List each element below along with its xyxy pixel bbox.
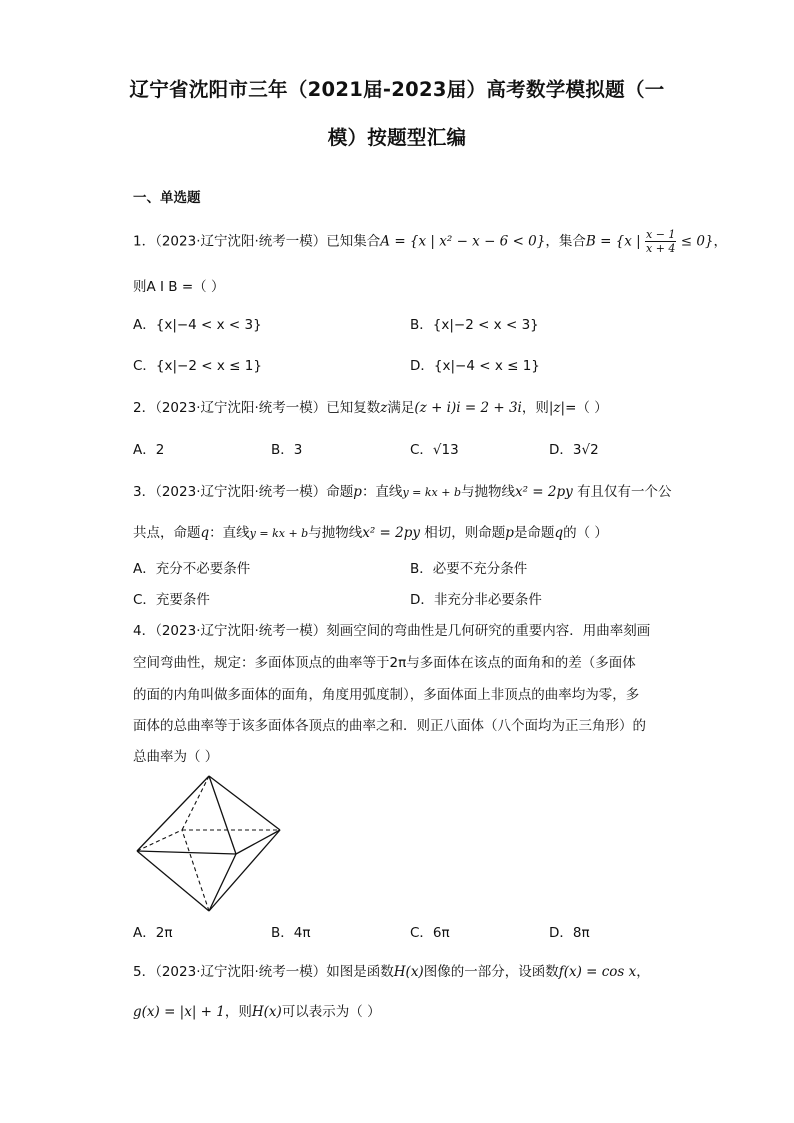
hidden-edge	[137, 830, 182, 851]
question-3-line-1: 3．（2023·辽宁沈阳·统考一模）命题p：直线y = kx + b与抛物线x² = 2py 有且仅有一个公	[133, 484, 672, 500]
option-a: A．2	[133, 442, 165, 458]
question-4-line-2: 空间弯曲性，规定：多面体顶点的曲率等于2π与多面体在该点的面角和的差（多面体	[133, 655, 636, 671]
document-title	[100, 66, 694, 162]
hidden-edge	[182, 830, 209, 911]
option-c: C．{x|−2 < x ≤ 1}	[133, 358, 262, 374]
question-5-line-2: g(x) = |x| + 1，则H(x)可以表示为（ ）	[133, 1004, 381, 1020]
title-line-2: 模）按题型汇编	[327, 126, 467, 149]
option-b: B．{x|−2 < x < 3}	[410, 317, 539, 333]
edge	[209, 776, 236, 854]
question-1-line-1: 1．（2023·辽宁沈阳·统考一模）已知集合A = {x | x² − x − 6 < 0}，集合B = {x | $\frac{x - 1}{x + 4}$ ≤ 0}，	[133, 228, 728, 255]
edge	[209, 830, 280, 911]
question-2-line-1: 2．（2023·辽宁沈阳·统考一模）已知复数z满足(z + i)i = 2 + 3i，则|z|=（ ）	[133, 400, 608, 416]
option-c: C．√13	[410, 442, 459, 458]
question-4-line-4: 面体的总曲率等于该多面体各顶点的曲率之和．则正八面体（八个面均为正三角形）的	[133, 718, 646, 734]
edge	[209, 854, 236, 911]
edge	[209, 776, 280, 830]
option-b: B．必要不充分条件	[410, 561, 528, 577]
section-heading: 一、单选题	[133, 190, 201, 206]
option-b: B．3	[271, 442, 303, 458]
edge	[236, 830, 280, 854]
option-a: A．充分不必要条件	[133, 561, 251, 577]
question-3-line-2: 共点，命题q：直线y = kx + b与抛物线x² = 2py 相切，则命题p是命题q的（ ）	[133, 525, 608, 541]
option-b: B．4π	[271, 925, 311, 941]
option-d: D．{x|−4 < x ≤ 1}	[410, 358, 540, 374]
option-c: C．充要条件	[133, 592, 210, 608]
option-a: A．{x|−4 < x < 3}	[133, 317, 262, 333]
question-4-line-3: 的面的内角叫做多面体的面角，角度用弧度制），多面体面上非顶点的曲率均为零，多	[133, 687, 640, 703]
octahedron-figure	[130, 770, 290, 920]
question-1-line-2: 则A I B =（ ）	[133, 279, 225, 295]
title-line-1: 辽宁省沈阳市三年（2021届-2023届）高考数学模拟题（一	[129, 78, 665, 101]
option-d: D．8π	[549, 925, 590, 941]
option-a: A．2π	[133, 925, 173, 941]
option-c: C．6π	[410, 925, 450, 941]
edge	[137, 851, 209, 911]
question-4-line-1: 4．（2023·辽宁沈阳·统考一模）刻画空间的弯曲性是几何研究的重要内容．用曲率刻画	[133, 623, 651, 639]
question-5-line-1: 5．（2023·辽宁沈阳·统考一模）如图是函数H(x)图像的一部分，设函数f(x) = cos x，	[133, 964, 650, 980]
option-d: D．3√2	[549, 442, 599, 458]
option-d: D．非充分非必要条件	[410, 592, 542, 608]
hidden-edge	[182, 776, 209, 830]
fraction: $\frac{x - 1}{x + 4}$	[646, 228, 676, 255]
edge	[137, 851, 236, 854]
question-4-line-5: 总曲率为（ ）	[133, 749, 219, 765]
edge	[137, 776, 209, 851]
